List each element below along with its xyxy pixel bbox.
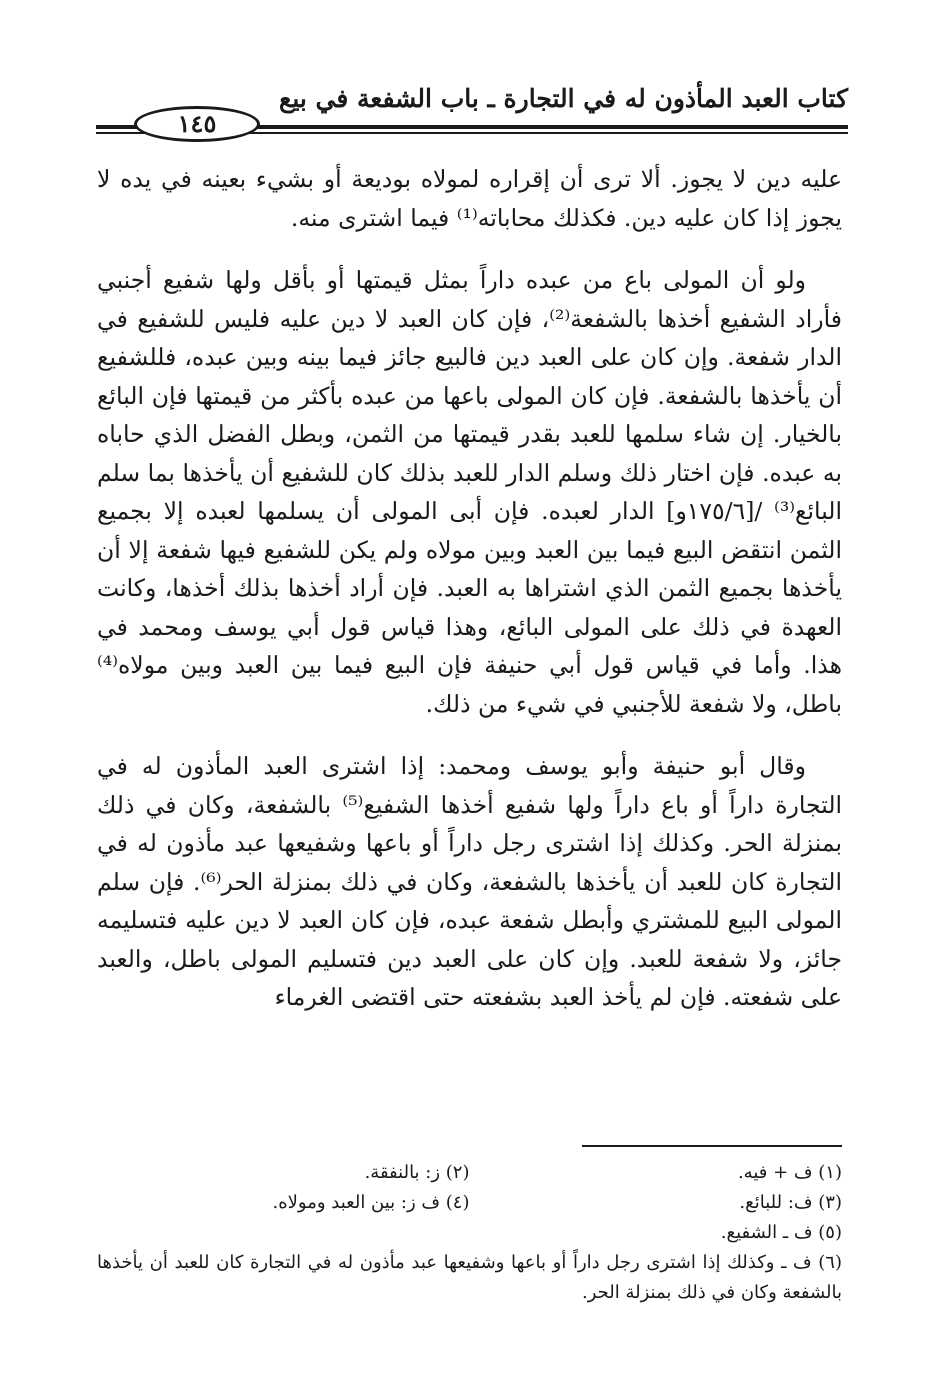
footnote-separator — [582, 1145, 842, 1147]
footnote-row — [97, 1188, 842, 1218]
footnote-row — [97, 1158, 842, 1188]
paragraph-2: ولو أن المولى باع من عبده داراً بمثل قيمتها أو بأقل ولها شفيع أجنبي فأراد الشفيع أخذها بالشفعة⁽²⁾، فإن كان العبد لا دين عليه فليس للشفيع في الدار شفعة. وإن كان على العبد دين فالبيع جائز فيما بينه وبين عبده، فللشفيع أن يأخذها بالشفعة. فإن كان المولى باعها من عبده بأكثر من قيمتها فإن البائع بالخيار. إن شاء سلمها للعبد بقدر قيمتها من الثمن، وبطل الفضل الذي حاباه به عبده. فإن اختار ذلك وسلم الدار للعبد بذلك كان للشفيع أن يأخذها بما سلم البائع⁽³⁾ /[١٧٥/٦و] الدار لعبده. فإن أبى المولى أن يسلمها لعبده إلا بجميع الثمن انتقض البيع فيما بين العبد وبين مولاه ولم يكن للشفيع فيها شفعة إلا أن يأخذها بجميع الثمن الذي اشتراها به العبد. فإن أراد أخذها بذلك أخذها، وكانت العهدة في ذلك على المولى البائع، وهذا قياس قول أبي يوسف ومحمد في هذا. وأما في قياس قول أبي حنيفة فإن البيع فيما بين العبد وبين مولاه⁽⁴⁾ باطل، ولا شفعة للأجنبي في شيء من ذلك. — [97, 266, 842, 718]
running-title: كتاب العبد المأذون له في التجارة ـ باب الشفعة في بيع — [279, 84, 848, 113]
footnote-2: (٢) ز: بالنفقة. — [364, 1162, 470, 1183]
paragraph-gap — [97, 723, 842, 747]
main-text — [97, 160, 842, 1017]
footnote-3: (٣) ف: للبائع. — [739, 1192, 842, 1213]
footnote-4: (٤) ف ز: بين العبد ومولاه. — [272, 1192, 470, 1213]
footnote-6: (٦) ف ـ وكذلك إذا اشترى رجل داراً أو باعها وشفيعها عبد مأذون له في التجارة كان للعبد أن يأخذها بالشفعة وكان في ذلك بمنزلة الحر. — [97, 1252, 842, 1303]
page-header — [96, 84, 848, 144]
footnote-1: (١) ف + فيه. — [737, 1162, 842, 1183]
paragraph-1: عليه دين لا يجوز. ألا ترى أن إقراره لمولاه بوديعة أو بشيء بعينه في يده لا يجوز إذا كان عليه دين. فكذلك محاباته⁽¹⁾ فيما اشترى منه. — [97, 165, 842, 232]
footnote-5: (٥) ف ـ الشفيع. — [720, 1222, 842, 1243]
footnote-row — [97, 1218, 842, 1248]
page-number-oval: ١٤٥ — [134, 106, 260, 142]
paragraph-3: وقال أبو حنيفة وأبو يوسف ومحمد: إذا اشترى العبد المأذون له في التجارة داراً أو باع داراً ولها شفيع أخذها الشفيع⁽⁵⁾ بالشفعة، وكان في ذلك بمنزلة الحر. وكذلك إذا اشترى رجل داراً أو باعها وشفيعها عبد مأذون له في التجارة كان للعبد أن يأخذها بالشفعة، وكان في ذلك بمنزلة الحر⁽⁶⁾. فإن سلم المولى البيع للمشتري وأبطل شفعة عبده، فإن كان العبد لا دين عليه فتسليمه جائز، ولا شفعة للعبد. وإن كان على العبد دين فتسليم المولى باطل، والعبد على شفعته. فإن لم يأخذ العبد بشفعته حتى اقتضى الغرماء — [97, 752, 843, 1011]
paragraph-gap — [97, 237, 842, 261]
footnotes — [97, 1158, 842, 1308]
